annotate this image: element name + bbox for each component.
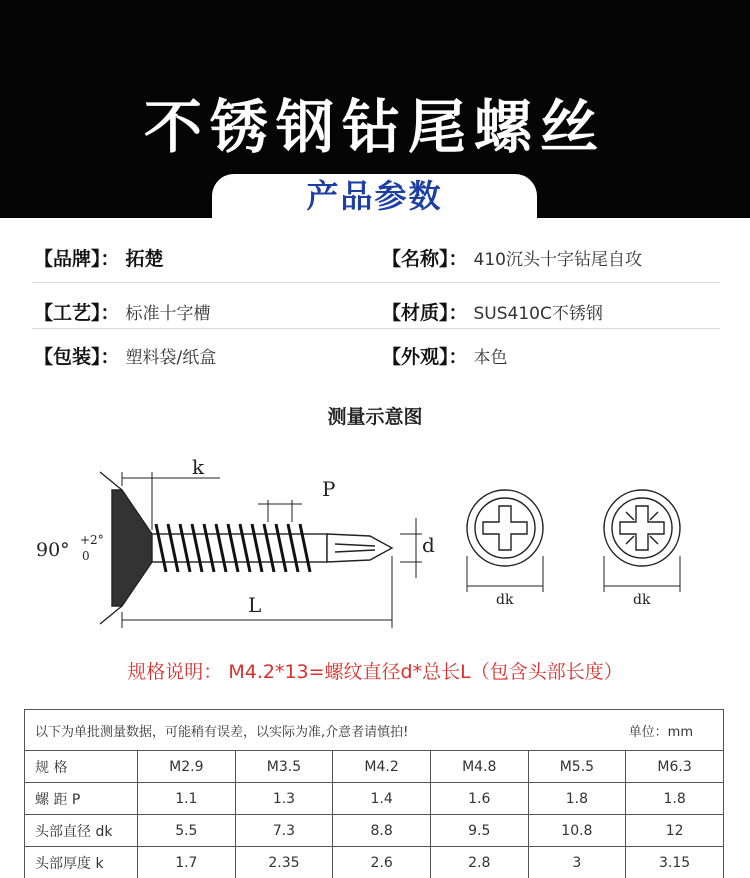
label-d: d [422,533,435,557]
param-value: 标准十字槽 [125,304,211,324]
param-value: 拓楚 [125,248,164,270]
divider [32,328,720,329]
param-key: 【名称】： [382,248,468,270]
param-key: 【材质】： [382,302,468,324]
table-cell: M4.2 [333,751,431,783]
table-cell: 1.8 [626,783,724,815]
table-row [25,783,724,815]
label-p: P [322,477,336,501]
table-cell: 2.6 [333,847,431,878]
table-cell: 1.7 [138,847,236,878]
param-row [0,298,750,328]
table-cell: 5.5 [138,815,236,847]
table-cell: 1.4 [333,783,431,815]
page-title: 不锈钢钻尾螺丝 [143,93,606,161]
param-value: SUS410C不锈钢 [473,304,603,324]
param-key: 【外观】： [382,346,468,368]
diagram-title: 测量示意图 [327,406,423,428]
measurement-diagram [30,452,730,642]
table-cell: 1.3 [235,783,333,815]
table-cell: 8.8 [333,815,431,847]
label-angle: 90° [36,539,70,561]
table-row [25,815,724,847]
spec-explanation: 规格说明： M4.2*13=螺纹直径d*总长L（包含头部长度） [127,661,623,683]
param-key: 【工艺】： [34,302,120,324]
row-label: 头部直径 dk [25,815,138,847]
table-cell: M3.5 [235,751,333,783]
label-tol-upper: +2° [80,533,104,547]
row-label: 规 格 [25,751,138,783]
table-cell: M6.3 [626,751,724,783]
table-cell: 1.6 [430,783,528,815]
param-row [0,342,750,372]
param-name [382,244,642,274]
spec-table [24,709,724,878]
param-material [382,298,603,328]
table-note-row [25,710,724,751]
divider [32,282,720,283]
label-dk-phillips: dk [496,592,514,608]
param-brand [34,244,164,274]
param-packaging [34,342,216,372]
table-cell: M2.9 [138,751,236,783]
param-value: 塑料袋/纸盒 [125,348,217,368]
param-key: 【品牌】： [34,248,120,270]
pozi-head-view [604,490,680,592]
table-row [25,751,724,783]
table-cell: 9.5 [430,815,528,847]
table-note-cell [25,710,724,751]
table-cell: 2.35 [235,847,333,878]
phillips-head-view [467,490,543,592]
table-cell: 10.8 [528,815,626,847]
hero-banner [0,0,750,218]
table-cell: 3.15 [626,847,724,878]
row-label: 螺 距 P [25,783,138,815]
table-unit: 单位：mm [628,724,693,740]
label-dk-pozi: dk [633,592,651,608]
param-appearance [382,342,508,372]
label-k: k [192,455,205,479]
table-cell: 3 [528,847,626,878]
table-cell: 2.8 [430,847,528,878]
param-key: 【包装】： [34,346,120,368]
table-note: 以下为单批测量数据，可能稍有误差，以实际为准,介意者请慎拍! [35,724,409,740]
param-process [34,298,211,328]
label-tol-lower: 0 [82,549,90,563]
table-cell: 7.3 [235,815,333,847]
table-cell: M4.8 [430,751,528,783]
table-cell: M5.5 [528,751,626,783]
row-label: 头部厚度 k [25,847,138,878]
subtitle-pill [212,174,537,218]
label-l: L [248,593,262,617]
table-cell: 1.8 [528,783,626,815]
param-row [0,244,750,274]
param-value: 本色 [473,348,508,368]
table-cell: 1.1 [138,783,236,815]
table-row [25,847,724,878]
subtitle-label: 产品参数 [306,177,443,215]
table-cell: 12 [626,815,724,847]
param-value: 410沉头十字钻尾自攻 [473,250,642,270]
